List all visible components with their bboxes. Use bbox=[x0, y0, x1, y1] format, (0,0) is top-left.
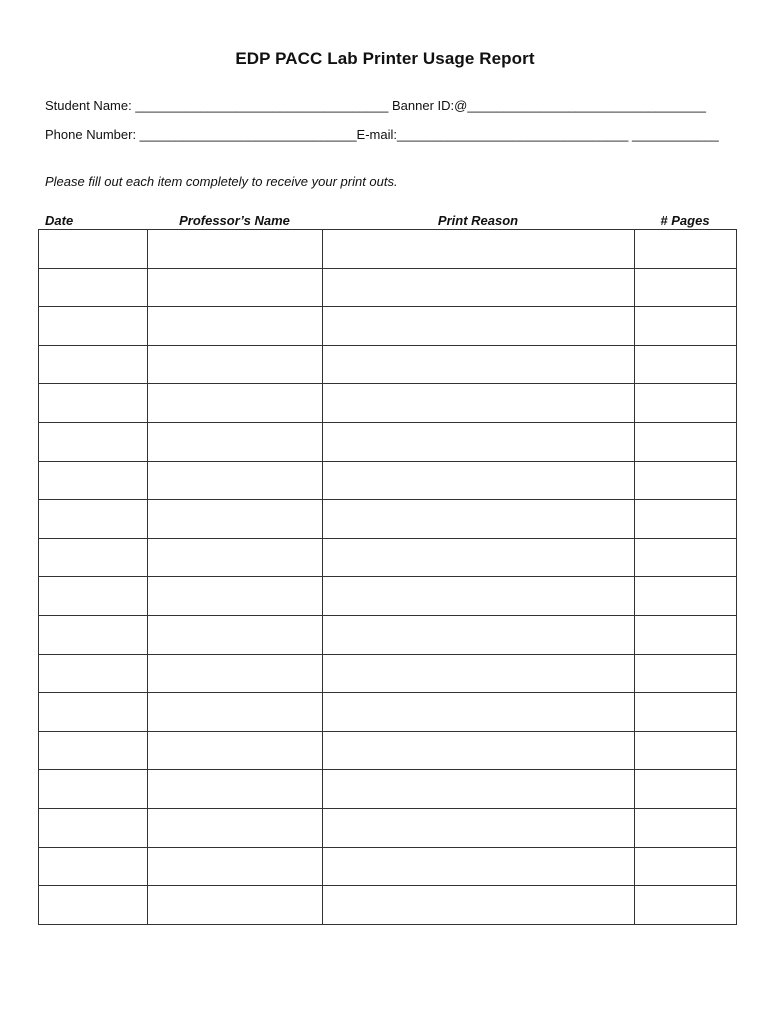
date-cell[interactable] bbox=[39, 808, 148, 847]
column-header-pages: # Pages bbox=[660, 213, 710, 228]
usage-table-body bbox=[39, 230, 737, 925]
table-row bbox=[39, 345, 737, 384]
table-row bbox=[39, 307, 737, 346]
pages-cell[interactable] bbox=[635, 847, 737, 886]
phone-email-line[interactable]: Phone Number: ______________________________E-mail:________________________________ ____________ bbox=[45, 127, 719, 142]
professor-name-cell[interactable] bbox=[148, 307, 323, 346]
print-reason-cell[interactable] bbox=[323, 500, 635, 539]
professor-name-cell[interactable] bbox=[148, 847, 323, 886]
professor-name-cell[interactable] bbox=[148, 461, 323, 500]
print-reason-cell[interactable] bbox=[323, 230, 635, 269]
professor-name-cell[interactable] bbox=[148, 384, 323, 423]
pages-cell[interactable] bbox=[635, 577, 737, 616]
date-cell[interactable] bbox=[39, 615, 148, 654]
table-row bbox=[39, 230, 737, 269]
print-reason-cell[interactable] bbox=[323, 808, 635, 847]
print-reason-cell[interactable] bbox=[323, 577, 635, 616]
professor-name-cell[interactable] bbox=[148, 538, 323, 577]
table-row bbox=[39, 500, 737, 539]
print-reason-cell[interactable] bbox=[323, 731, 635, 770]
table-row bbox=[39, 693, 737, 732]
date-cell[interactable] bbox=[39, 770, 148, 809]
column-header-date: Date bbox=[45, 213, 74, 228]
table-row bbox=[39, 422, 737, 461]
date-cell[interactable] bbox=[39, 538, 148, 577]
pages-cell[interactable] bbox=[635, 770, 737, 809]
pages-cell[interactable] bbox=[635, 230, 737, 269]
print-reason-cell[interactable] bbox=[323, 538, 635, 577]
pages-cell[interactable] bbox=[635, 500, 737, 539]
table-row bbox=[39, 731, 737, 770]
date-cell[interactable] bbox=[39, 693, 148, 732]
pages-cell[interactable] bbox=[635, 461, 737, 500]
print-reason-cell[interactable] bbox=[323, 847, 635, 886]
professor-name-cell[interactable] bbox=[148, 422, 323, 461]
print-reason-cell[interactable] bbox=[323, 654, 635, 693]
pages-cell[interactable] bbox=[635, 384, 737, 423]
date-cell[interactable] bbox=[39, 461, 148, 500]
print-reason-cell[interactable] bbox=[323, 422, 635, 461]
pages-cell[interactable] bbox=[635, 808, 737, 847]
date-cell[interactable] bbox=[39, 230, 148, 269]
pages-cell[interactable] bbox=[635, 731, 737, 770]
date-cell[interactable] bbox=[39, 384, 148, 423]
instructions-text: Please fill out each item completely to receive your print outs. bbox=[45, 174, 398, 189]
table-row bbox=[39, 538, 737, 577]
print-reason-cell[interactable] bbox=[323, 461, 635, 500]
table-row bbox=[39, 615, 737, 654]
print-reason-cell[interactable] bbox=[323, 615, 635, 654]
date-cell[interactable] bbox=[39, 345, 148, 384]
print-reason-cell[interactable] bbox=[323, 307, 635, 346]
print-reason-cell[interactable] bbox=[323, 770, 635, 809]
professor-name-cell[interactable] bbox=[148, 808, 323, 847]
pages-cell[interactable] bbox=[635, 345, 737, 384]
professor-name-cell[interactable] bbox=[148, 731, 323, 770]
table-row bbox=[39, 268, 737, 307]
print-reason-cell[interactable] bbox=[323, 384, 635, 423]
table-row bbox=[39, 770, 737, 809]
table-row bbox=[39, 461, 737, 500]
table-row bbox=[39, 847, 737, 886]
table-row bbox=[39, 808, 737, 847]
date-cell[interactable] bbox=[39, 654, 148, 693]
page-title: EDP PACC Lab Printer Usage Report bbox=[235, 49, 535, 68]
date-cell[interactable] bbox=[39, 577, 148, 616]
professor-name-cell[interactable] bbox=[148, 268, 323, 307]
professor-name-cell[interactable] bbox=[148, 770, 323, 809]
date-cell[interactable] bbox=[39, 422, 148, 461]
professor-name-cell[interactable] bbox=[148, 500, 323, 539]
column-header-print-reason: Print Reason bbox=[437, 213, 519, 228]
date-cell[interactable] bbox=[39, 500, 148, 539]
professor-name-cell[interactable] bbox=[148, 615, 323, 654]
table-row bbox=[39, 654, 737, 693]
date-cell[interactable] bbox=[39, 268, 148, 307]
professor-name-cell[interactable] bbox=[148, 577, 323, 616]
table-row bbox=[39, 384, 737, 423]
pages-cell[interactable] bbox=[635, 693, 737, 732]
professor-name-cell[interactable] bbox=[148, 654, 323, 693]
pages-cell[interactable] bbox=[635, 422, 737, 461]
table-row bbox=[39, 886, 737, 925]
date-cell[interactable] bbox=[39, 847, 148, 886]
table-row bbox=[39, 577, 737, 616]
pages-cell[interactable] bbox=[635, 268, 737, 307]
print-reason-cell[interactable] bbox=[323, 345, 635, 384]
date-cell[interactable] bbox=[39, 307, 148, 346]
pages-cell[interactable] bbox=[635, 654, 737, 693]
professor-name-cell[interactable] bbox=[148, 345, 323, 384]
pages-cell[interactable] bbox=[635, 886, 737, 925]
column-header-professor-name: Professor’s Name bbox=[179, 213, 290, 228]
date-cell[interactable] bbox=[39, 886, 148, 925]
pages-cell[interactable] bbox=[635, 307, 737, 346]
print-reason-cell[interactable] bbox=[323, 693, 635, 732]
professor-name-cell[interactable] bbox=[148, 693, 323, 732]
pages-cell[interactable] bbox=[635, 538, 737, 577]
student-name-banner-id-line[interactable]: Student Name: ___________________________________ Banner ID:@_________________________________ bbox=[45, 98, 706, 113]
usage-table bbox=[38, 229, 737, 925]
print-reason-cell[interactable] bbox=[323, 268, 635, 307]
print-reason-cell[interactable] bbox=[323, 886, 635, 925]
professor-name-cell[interactable] bbox=[148, 230, 323, 269]
pages-cell[interactable] bbox=[635, 615, 737, 654]
date-cell[interactable] bbox=[39, 731, 148, 770]
professor-name-cell[interactable] bbox=[148, 886, 323, 925]
